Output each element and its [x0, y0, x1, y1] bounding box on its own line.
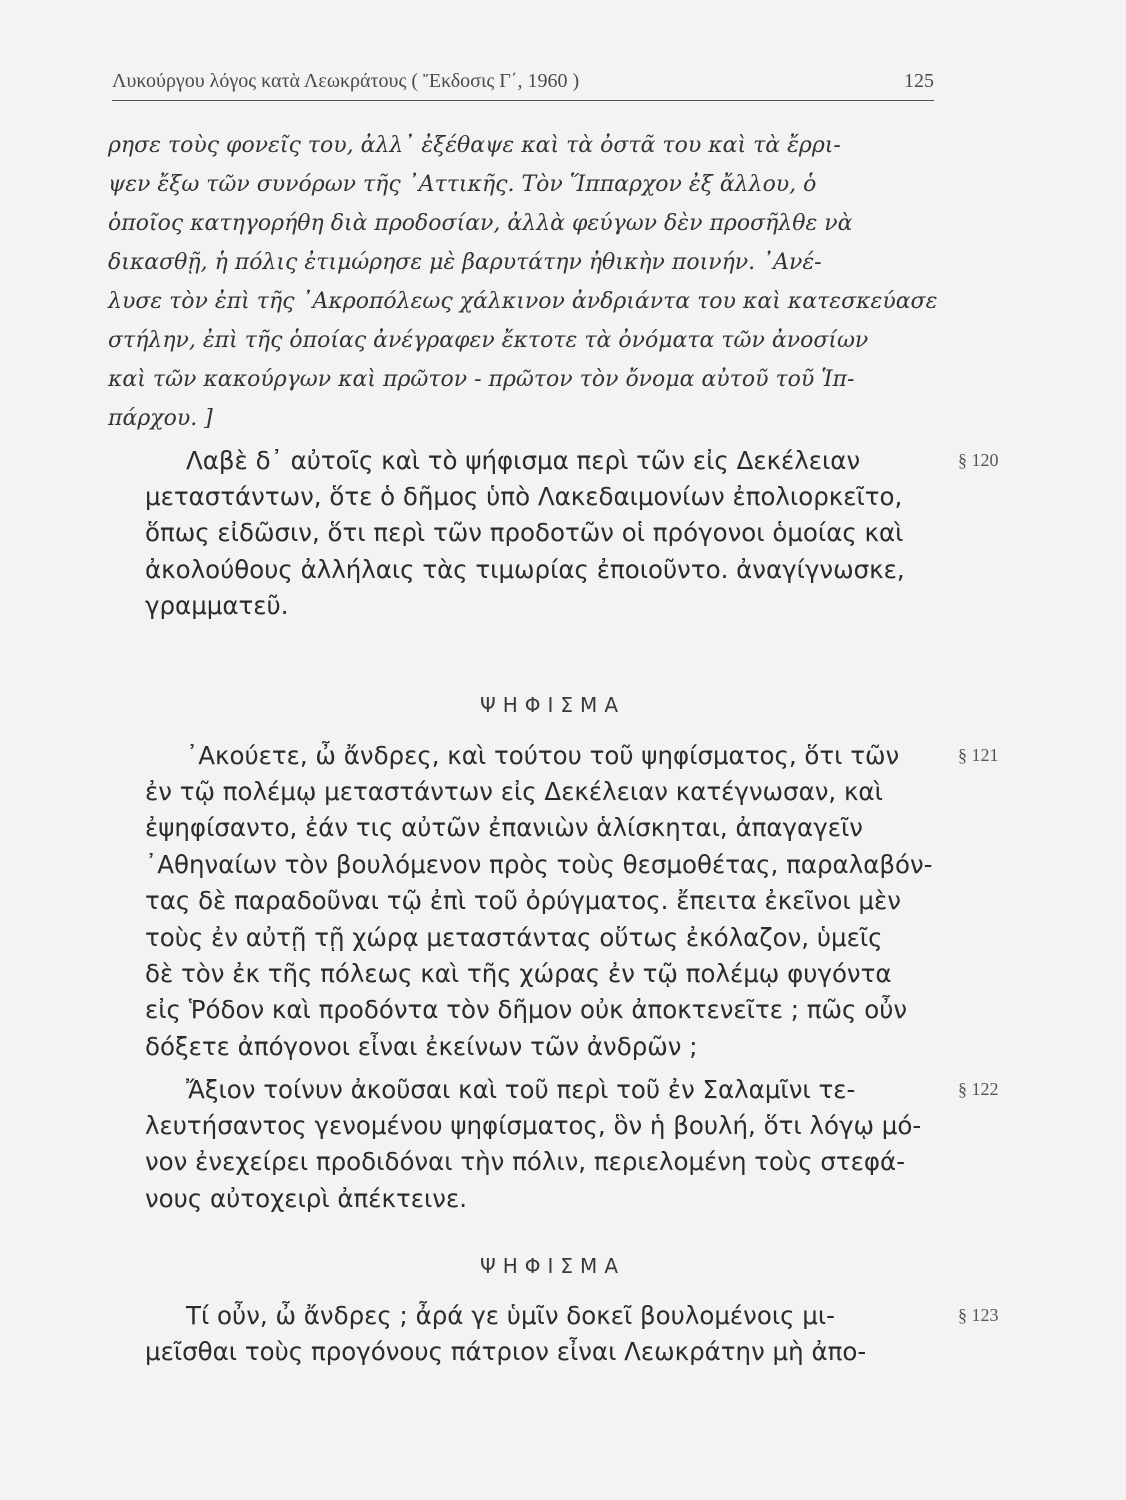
section-123-text [186, 1298, 946, 1334]
section-122-text [186, 1072, 946, 1108]
commentary-line: στήλην, ἐπὶ τῆς ὁποίας ἀνέγραφεν ἔκτοτε τὰ ὀνόματα τῶν ἀνοσίων [108, 328, 869, 353]
section-120-text [186, 443, 946, 479]
text-line: τοὺς ἐν αὐτῇ τῇ χώρᾳ μεταστάντας οὕτως ἐκόλαζον, ὑμεῖς [145, 922, 883, 952]
commentary-line: καὶ τῶν κακούργων καὶ πρῶτον - πρῶτον τὸν ὄνομα αὐτοῦ τοῦ Ἱπ- [108, 367, 855, 392]
text-line: νους αὐτοχειρὶ ἀπέκτεινε. [145, 1183, 467, 1213]
text-line: μεῖσθαι τοὺς προγόνους πάτριον εἶναι Λεωκράτην μὴ ἀπο- [145, 1337, 867, 1366]
commentary-line: πάρχου. ] [108, 406, 213, 431]
commentary-line: λυσε τὸν ἐπὶ τῆς ᾽Ακροπόλεως χάλκινον ἀνδριάντα του καὶ κατεσκεύασε [108, 289, 938, 314]
text-line: εἰς Ῥόδον καὶ προδόντα τὸν δῆμον οὐκ ἀποκτενεῖτε ; πῶς οὖν [145, 995, 908, 1025]
commentary-line: ψεν ἔξω τῶν συνόρων τῆς ᾽Αττικῆς. Τὸν Ἵππαρχον ἐξ ἄλλου, ὁ [108, 172, 817, 197]
section-122-continuation [145, 1108, 922, 1217]
text-line: Τί οὖν, ὦ ἄνδρες ; ἆρά γε ὑμῖν δοκεῖ βουλομένοις μι- [186, 1301, 836, 1330]
section-marker-120: § 120 [958, 450, 999, 470]
decree-heading: ΨΗΦΙΣΜΑ [480, 693, 625, 717]
page-number: 125 [904, 70, 934, 92]
text-line: ἐν τῷ πολέμῳ μεταστάντων εἰς Δεκέλειαν κατέγνωσαν, καὶ [145, 777, 883, 806]
commentary-text [108, 126, 948, 438]
text-line: λευτήσαντος γενομένου ψηφίσματος, ὃν ἡ βουλή, ὅτι λόγῳ μό- [145, 1111, 922, 1140]
text-line: Λαβὲ δ᾽ αὐτοῖς καὶ τὸ ψήφισμα περὶ τῶν εἰς Δεκέλειαν [186, 446, 861, 475]
text-line: ἐψηφίσαντο, ἐάν τις αὐτῶν ἐπανιὼν ἁλίσκηται, ἀπαγαγεῖν [145, 813, 863, 843]
text-line: ὅπως εἰδῶσιν, ὅτι περὶ τῶν προδοτῶν οἱ πρόγονοι ὁμοίας καὶ [145, 518, 904, 548]
text-line: ᾽Ακούετε, ὦ ἄνδρες, καὶ τούτου τοῦ ψηφίσματος, ὅτι τῶν [186, 741, 900, 770]
header-rule [112, 100, 934, 101]
section-121-text [186, 738, 946, 774]
commentary-line: ρησε τοὺς φονεῖς του, ἀλλ᾽ ἐξέθαψε καὶ τὰ ὀστᾶ του καὶ τὰ ἔρρι- [108, 133, 841, 158]
text-line: ᾽Αθηναίων τὸν βουλόμενον πρὸς τοὺς θεσμοθέτας, παραλαβόν- [145, 849, 933, 879]
commentary-line: ὁποῖος κατηγορήθη διὰ προδοσίαν, ἀλλὰ φεύγων δὲν προσῆλθε νὰ [108, 211, 853, 236]
section-marker-122: § 122 [958, 1079, 999, 1099]
text-line: δὲ τὸν ἐκ τῆς πόλεως καὶ τῆς χώρας ἐν τῷ πολέμῳ φυγόντα [145, 958, 892, 988]
running-head-title: Λυκούργου λόγος κατὰ Λεωκράτους ( Ἔκδοσις Γ΄, 1960 ) [112, 70, 580, 92]
text-line: μεταστάντων, ὅτε ὁ δῆμος ὑπὸ Λακεδαιμονίων ἐπολιορκεῖτο, [145, 482, 903, 511]
section-marker-121: § 121 [958, 745, 999, 765]
text-line: ἀκολούθους ἀλλήλαις τὰς τιμωρίας ἐποιοῦντο. ἀναγίγνωσκε, [145, 554, 905, 584]
decree-heading: ΨΗΦΙΣΜΑ [480, 1254, 625, 1278]
text-line: νον ἐνεχείρει προδιδόναι τὴν πόλιν, περιελομένη τοὺς στεφά- [145, 1147, 906, 1177]
text-line: γραμματεῦ. [145, 591, 289, 621]
text-line: τας δὲ παραδοῦναι τῷ ἐπὶ τοῦ ὀρύγματος. ἔπειτα ἐκεῖνοι μὲν [145, 886, 901, 916]
commentary-line: δικασθῇ, ἡ πόλις ἐτιμώρησε μὲ βαρυτάτην ἠθικὴν ποινήν. ᾽Ανέ- [108, 250, 822, 275]
section-123-continuation [145, 1334, 905, 1370]
section-120-continuation [145, 479, 905, 625]
section-marker-123: § 123 [958, 1305, 999, 1325]
running-head [112, 70, 934, 104]
text-line: Ἄξιον τοίνυν ἀκοῦσαι καὶ τοῦ περὶ τοῦ ἐν Σαλαμῖνι τε- [186, 1075, 856, 1104]
text-line: δόξετε ἀπόγονοι εἶναι ἐκείνων τῶν ἀνδρῶν ; [145, 1031, 698, 1061]
section-121-continuation [145, 774, 933, 1065]
